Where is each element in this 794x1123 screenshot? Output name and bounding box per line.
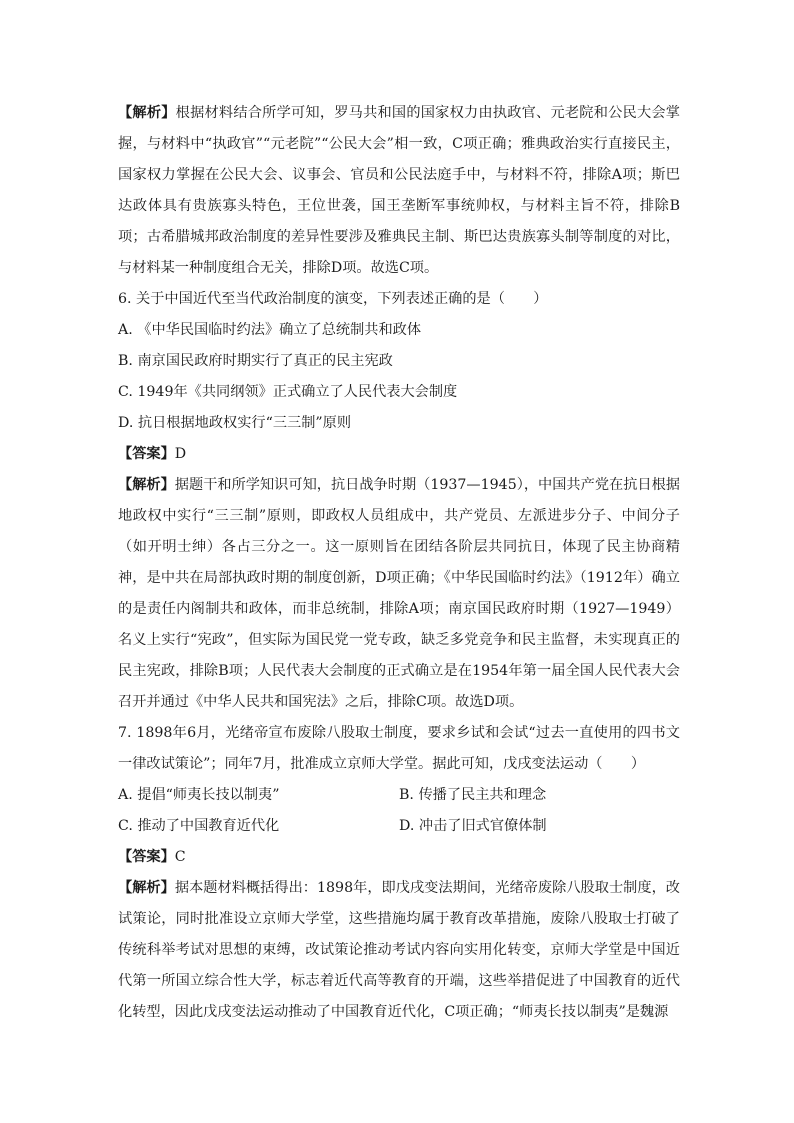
analysis-text: 据本题材料概括得出：1898年，即戊戌变法期间，光绪帝废除八股取士制度，改试策论，同时批准设立京师大学堂，这些措施均属于教育改革措施，废除八股取士打破了传统科举考试对思想的束缚，改试策论推动考试内容向实用化转变，京师大学堂是中国近代第一所国立综合性大学，标志着近代高等教育的开端，这些举措促进了中国教育的近代化转型，因此戊戌变法运动推动了中国教育近代化，C项正确；“师夷长技以制夷”是魏源	[118, 880, 680, 1020]
analysis-tag: 【解析】	[118, 477, 175, 493]
analysis-q5	[118, 98, 680, 284]
answer-q6	[118, 439, 680, 470]
question-7-option-b: B. 传播了民主共和理念	[399, 787, 547, 803]
answer-q7	[118, 842, 680, 873]
question-7-option-c: C. 推动了中国教育近代化	[118, 818, 280, 834]
analysis-q6	[118, 470, 680, 718]
question-6-option-d: D. 抗日根据地政权实行“三三制”原则	[118, 415, 352, 431]
analysis-text: 根据材料结合所学可知，罗马共和国的国家权力由执政官、元老院和公民大会掌握，与材料中“执政官”“元老院”“公民大会”相一致，C项正确；雅典政治实行直接民主，国家权力掌握在公民大会、议事会、官员和公民法庭手中，与材料不符，排除A项；斯巴达政体具有贵族寡头特色，王位世袭，国王垄断军事统帅权，与材料主旨不符，排除B项；古希腊城邦政治制度的差异性要涉及雅典民主制、斯巴达贵族寡头制等制度的对比，与材料某一种制度组合无关，排除D项。故选C项。	[118, 105, 680, 276]
question-7-option-d: D. 冲击了旧式官僚体制	[399, 818, 547, 834]
question-7-options-row-1	[118, 780, 680, 811]
answer-tag: 【答案】	[118, 446, 175, 462]
question-7-options-row-2	[118, 811, 680, 842]
analysis-q7	[118, 873, 680, 1028]
question-6-option-a: A. 《中华民国临时约法》确立了总统制共和政体	[118, 322, 422, 338]
answer-tag: 【答案】	[118, 849, 175, 865]
answer-value: D	[174, 446, 187, 462]
analysis-text: 据题干和所学知识可知，抗日战争时期（1937—1945），中国共产党在抗日根据地政权中实行“三三制”原则，即政权人员组成中，共产党员、左派进步分子、中间分子（如开明士绅）各占三分之一。这一原则旨在团结各阶层共同抗日，体现了民主协商精神，是中共在局部执政时期的制度创新，D项正确；《中华民国临时约法》（1912年）确立的是责任内阁制共和政体，而非总统制，排除A项；南京国民政府时期（1927—1949）名义上实行“宪政”，但实际为国民党一党专政，缺乏多党竞争和民主监督，未实现真正的民主宪政，排除B项；人民代表大会制度的正式确立是在1954年第一届全国人民代表大会召开并通过《中华人民共和国宪法》之后，排除C项。故选D项。	[118, 477, 680, 710]
question-6-option-c: C. 1949年《共同纲领》正式确立了人民代表大会制度	[118, 384, 458, 400]
question-6-option-b: B. 南京国民政府时期实行了真正的民主宪政	[118, 353, 393, 369]
question-7-option-a: A. 提倡“师夷长技以制夷”	[118, 787, 280, 803]
answer-value: C	[174, 849, 186, 865]
question-7-stem: 7. 1898年6月，光绪帝宣布废除八股取士制度，要求乡试和会试“过去一直使用的四书文一律改试策论”；同年7月，批准成立京师大学堂。据此可知，戊戌变法运动（ ）	[118, 725, 680, 772]
question-6-stem: 6. 关于中国近代至当代政治制度的演变，下列表述正确的是（ ）	[118, 291, 548, 307]
analysis-tag: 【解析】	[118, 880, 175, 896]
document-body	[118, 98, 680, 1028]
analysis-tag: 【解析】	[118, 105, 176, 121]
